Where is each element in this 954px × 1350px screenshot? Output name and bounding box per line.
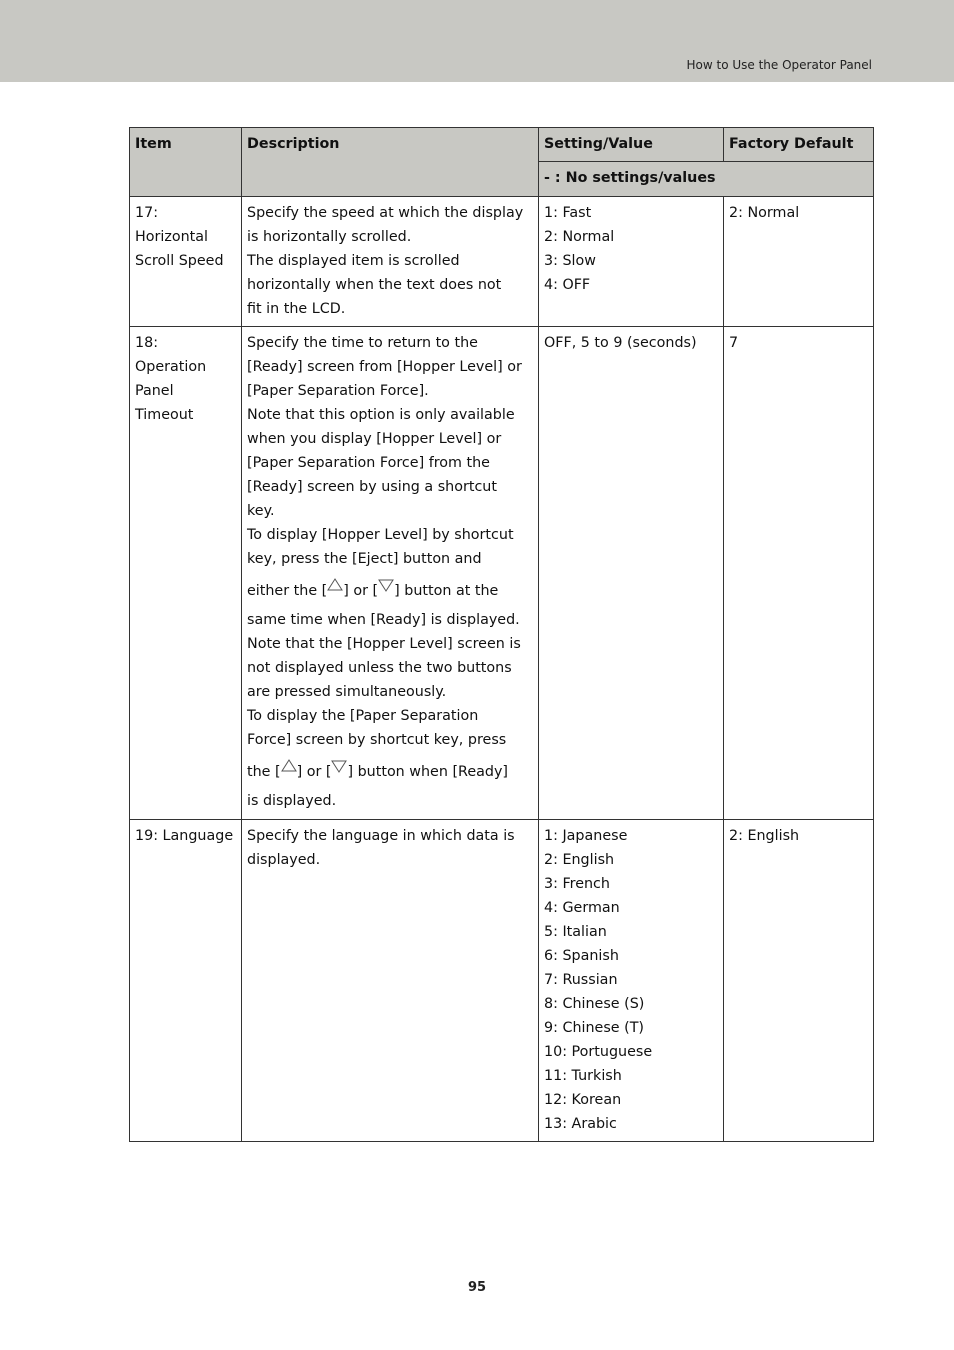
setting-option: 7: Russian — [544, 972, 618, 988]
default-value: 2: Normal — [729, 205, 800, 221]
item-text: Panel — [135, 383, 174, 399]
setting-option: 3: Slow — [544, 253, 596, 269]
item-cell — [130, 197, 242, 327]
description-text: ] or [ — [296, 764, 332, 780]
description-text: Note that the [Hopper Level] screen is — [247, 636, 521, 652]
description-text: displayed. — [247, 852, 321, 868]
header-item: Item — [130, 128, 242, 197]
description-text: [Ready] screen by using a shortcut — [247, 479, 497, 495]
description-text: is horizontally scrolled. — [247, 229, 412, 245]
table-header-row — [130, 128, 874, 162]
description-text: ] button at the — [394, 583, 499, 599]
up-triangle-icon — [281, 752, 297, 786]
description-text: To display [Hopper Level] by shortcut — [247, 527, 514, 543]
description-text: when you display [Hopper Level] or — [247, 431, 502, 447]
default-value: 2: English — [729, 828, 800, 844]
setting-option: OFF, 5 to 9 (seconds) — [544, 335, 697, 351]
description-icon-line — [247, 571, 533, 608]
item-text: 19: Language — [135, 828, 234, 844]
header-setting-value: Setting/Value — [539, 128, 724, 162]
description-text: Specify the time to return to the — [247, 335, 478, 351]
description-text: Specify the language in which data is — [247, 828, 515, 844]
description-text: is displayed. — [247, 793, 337, 809]
item-cell — [130, 327, 242, 820]
description-text: fit in the LCD. — [247, 301, 346, 317]
setting-option: 8: Chinese (S) — [544, 996, 645, 1012]
item-text: Scroll Speed — [135, 253, 224, 269]
description-text: ] button when [Ready] — [347, 764, 508, 780]
description-icon-line — [247, 752, 533, 789]
table-row — [130, 197, 874, 327]
description-text: horizontally when the text does not — [247, 277, 502, 293]
down-triangle-icon — [378, 571, 394, 605]
default-cell — [724, 327, 874, 820]
header-description: Description — [242, 128, 539, 197]
description-text: key. — [247, 503, 275, 519]
page-number: 95 — [467, 1280, 487, 1295]
setting-option: 9: Chinese (T) — [544, 1020, 645, 1036]
section-title: How to Use the Operator Panel — [686, 58, 872, 72]
item-text: Horizontal — [135, 229, 208, 245]
setting-option: 4: German — [544, 900, 620, 916]
header-factory-default: Factory Default — [724, 128, 874, 162]
setting-option: 1: Fast — [544, 205, 592, 221]
setting-option: 6: Spanish — [544, 948, 619, 964]
up-triangle-icon — [327, 571, 343, 605]
default-cell — [724, 820, 874, 1142]
description-text: [Paper Separation Force] from the — [247, 455, 490, 471]
setting-option: 1: Japanese — [544, 828, 628, 844]
description-text: either the [ — [247, 583, 328, 599]
default-cell — [724, 197, 874, 327]
description-cell — [242, 820, 539, 1142]
table-row — [130, 327, 874, 820]
setting-option: 3: French — [544, 876, 610, 892]
description-text: same time when [Ready] is displayed. — [247, 612, 520, 628]
table-row — [130, 820, 874, 1142]
item-text: 17: — [135, 205, 159, 221]
description-text: To display the [Paper Separation — [247, 708, 479, 724]
item-cell — [130, 820, 242, 1142]
description-text: [Paper Separation Force]. — [247, 383, 429, 399]
item-text: Operation — [135, 359, 207, 375]
item-text: Timeout — [135, 407, 194, 423]
description-text: not displayed unless the two buttons — [247, 660, 512, 676]
description-text: Specify the speed at which the display — [247, 205, 524, 221]
setting-option: 5: Italian — [544, 924, 607, 940]
setting-option: 10: Portuguese — [544, 1044, 653, 1060]
description-cell — [242, 327, 539, 820]
setting-cell — [539, 820, 724, 1142]
setting-option: 2: English — [544, 852, 615, 868]
setting-option: 11: Turkish — [544, 1068, 622, 1084]
description-text: The displayed item is scrolled — [247, 253, 460, 269]
description-text: ] or [ — [343, 583, 379, 599]
item-text: 18: — [135, 335, 159, 351]
description-text: are pressed simultaneously. — [247, 684, 447, 700]
setting-option: 4: OFF — [544, 277, 591, 293]
settings-table — [129, 127, 874, 1142]
description-text: Note that this option is only available — [247, 407, 515, 423]
header-no-settings-note: - : No settings/values — [539, 162, 874, 197]
description-text: key, press the [Eject] button and — [247, 551, 482, 567]
down-triangle-icon — [331, 752, 347, 786]
setting-option: 2: Normal — [544, 229, 615, 245]
setting-option: 12: Korean — [544, 1092, 622, 1108]
description-text: Force] screen by shortcut key, press — [247, 732, 507, 748]
setting-cell — [539, 327, 724, 820]
description-text: the [ — [247, 764, 281, 780]
default-value: 7 — [729, 335, 739, 351]
description-text: [Ready] screen from [Hopper Level] or — [247, 359, 522, 375]
description-cell — [242, 197, 539, 327]
setting-cell — [539, 197, 724, 327]
setting-option: 13: Arabic — [544, 1116, 617, 1132]
